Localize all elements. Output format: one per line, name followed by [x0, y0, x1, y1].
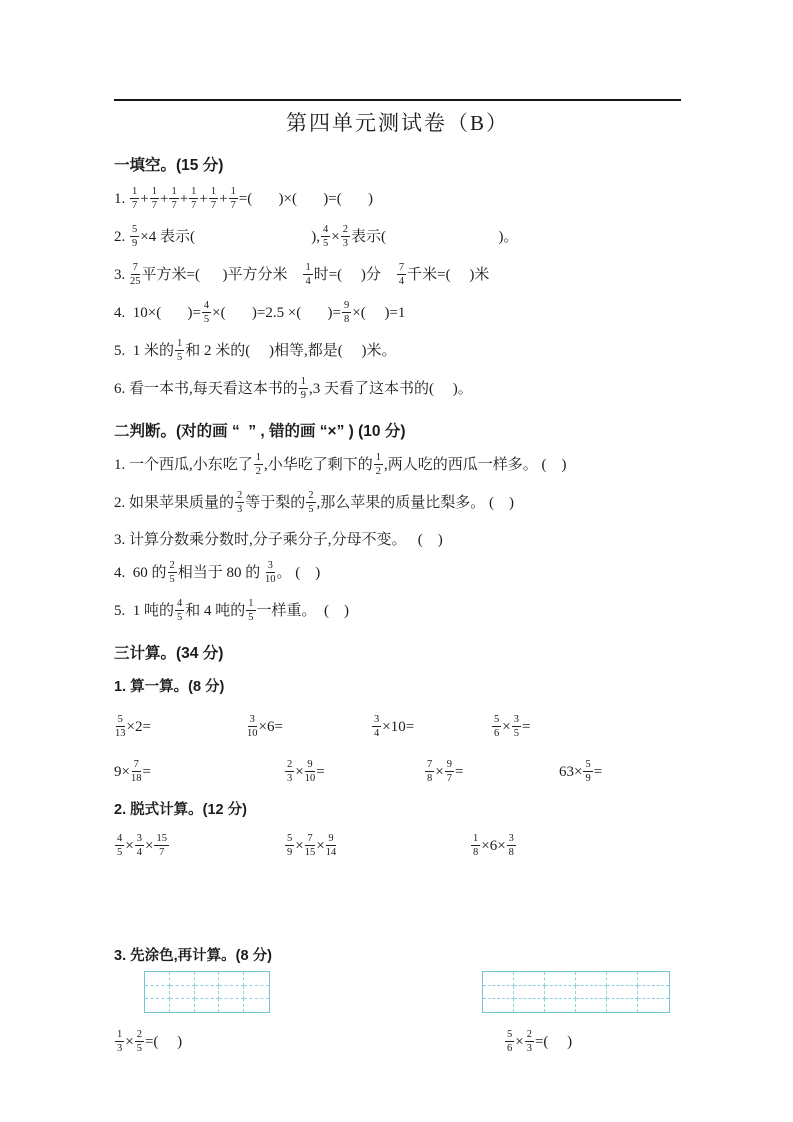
expression: [284, 833, 470, 860]
fraction-numerator: 1: [115, 1029, 124, 1042]
fill-q3: [114, 262, 681, 289]
text-run: ×: [125, 838, 134, 855]
grid-cell: [170, 972, 195, 985]
text-run: =: [521, 719, 531, 736]
fraction: [175, 338, 184, 363]
grid-cell: [545, 999, 576, 1012]
fraction-numerator: 5: [130, 224, 139, 237]
grid-cell: [170, 999, 195, 1012]
calc-sub1: [114, 675, 681, 696]
fraction-numerator: 5: [116, 714, 125, 727]
fraction-denominator: 3: [342, 238, 348, 250]
fraction: [130, 262, 141, 287]
judge-q5: [114, 598, 681, 625]
fraction: [202, 300, 211, 325]
shading-grid-right: [482, 971, 670, 1013]
fraction-numerator: 1: [246, 598, 255, 611]
fraction-denominator: 10: [265, 574, 276, 586]
grid-cell: [638, 986, 669, 999]
fraction: [341, 224, 350, 249]
fraction: [397, 262, 406, 287]
fill-q1: [114, 186, 681, 213]
fraction: [285, 759, 294, 784]
fraction-denominator: 6: [494, 728, 500, 740]
judge-q1: [114, 452, 681, 479]
text-run: ,3 天看了这本书的( )。: [309, 381, 473, 398]
fraction-denominator: 5: [248, 612, 254, 624]
fraction-denominator: 7: [151, 200, 157, 212]
fraction: [299, 376, 308, 401]
text-run: +: [159, 190, 169, 207]
text-run: +: [179, 190, 189, 207]
shade-equations: [114, 1029, 681, 1056]
text-run: ×: [502, 719, 511, 736]
fraction-denominator: 5: [177, 352, 183, 364]
grid-cell: [514, 999, 545, 1012]
fraction-denominator: 5: [117, 847, 123, 859]
fraction-numerator: 4: [321, 224, 330, 237]
text-run: ×: [295, 838, 304, 855]
fraction-numerator: 3: [512, 714, 521, 727]
section-heading-calc: [114, 641, 681, 663]
fraction-numerator: 1: [254, 452, 263, 465]
fraction-numerator: 7: [425, 759, 434, 772]
text-run: =( )×( )=( ): [238, 190, 373, 207]
text-run: )。: [498, 228, 519, 245]
text-run: 2. 脱式计算。(12 分): [114, 802, 247, 819]
fraction-denominator: 7: [132, 200, 138, 212]
text-run: 3. 计算分数乘分数时,分子乘分子,分母不变。 ( ): [114, 532, 443, 549]
section-heading-judge: [114, 419, 681, 441]
fraction: [303, 262, 312, 287]
fraction: [254, 452, 263, 477]
fill-q6: [114, 376, 681, 403]
text-run: 二判断。(对的画 “ ” , 错的画 “×” ) (10 分): [114, 423, 406, 441]
fraction-denominator: 10: [247, 728, 258, 740]
fraction-numerator: 1: [303, 262, 312, 275]
fraction-numerator: 5: [583, 759, 592, 772]
text-run: 三计算。(34 分): [114, 645, 224, 663]
text-run: ×10=: [382, 719, 415, 736]
page-title: 第四单元测试卷（B）: [285, 111, 509, 135]
fraction: [374, 452, 383, 477]
fraction: [321, 224, 330, 249]
fraction-denominator: 7: [446, 773, 452, 785]
fraction-denominator: 5: [136, 1043, 142, 1055]
text-run: [386, 229, 499, 245]
grid-cell: [145, 999, 170, 1012]
judge-q2: [114, 490, 681, 517]
text-run: 6. 看一本书,每天看这本书的: [114, 381, 298, 398]
shading-grids: [114, 971, 681, 1013]
text-run: 一填空。(15 分): [114, 157, 224, 174]
text-run: ×: [331, 228, 340, 245]
text-run: 4. 60 的: [114, 565, 167, 582]
grid-cell: [514, 972, 545, 985]
text-run: =: [593, 764, 603, 781]
fill-q2: [114, 224, 681, 251]
calc-sub2: [114, 798, 681, 819]
worksheet-body: [114, 153, 681, 1056]
expression: [559, 759, 602, 786]
text-run: 2.: [114, 228, 129, 245]
fraction-denominator: 3: [117, 1043, 123, 1055]
fraction-denominator: 9: [585, 773, 591, 785]
expression: [491, 714, 530, 741]
text-run: 2. 如果苹果质量的: [114, 495, 235, 512]
text-run: ×: [316, 838, 325, 855]
fraction: [189, 186, 198, 211]
fraction-numerator: 2: [525, 1029, 534, 1042]
text-run: =( ): [534, 1034, 573, 1051]
text-run: 。 ( ): [276, 565, 321, 582]
grid-cell: [638, 999, 669, 1012]
fraction-denominator: 14: [325, 847, 337, 859]
fraction: [492, 714, 501, 739]
grid-cell: [145, 972, 170, 985]
text-run: 和 4 吨的: [185, 603, 246, 620]
fraction: [150, 186, 159, 211]
fraction: [168, 560, 177, 585]
fraction-denominator: 13: [115, 728, 126, 740]
text-run: 63×: [559, 764, 583, 781]
fraction-numerator: 2: [135, 1029, 144, 1042]
fraction: [525, 1029, 534, 1054]
fraction: [305, 759, 316, 784]
grid-cell: [219, 999, 244, 1012]
fraction: [130, 186, 139, 211]
fraction: [372, 714, 381, 739]
grid-cell: [483, 986, 514, 999]
fraction: [130, 224, 139, 249]
grid-cell: [170, 986, 195, 999]
grid-cell: [244, 972, 269, 985]
text-run: ,那么苹果的质量比梨多。 ( ): [316, 495, 515, 512]
fraction-numerator: 1: [130, 186, 139, 199]
grid-cell: [195, 986, 220, 999]
fraction-denominator: 5: [322, 238, 329, 250]
expression: [470, 833, 517, 860]
fraction-denominator: 4: [136, 847, 142, 859]
fraction-denominator: 5: [177, 612, 183, 624]
text-run: ×: [515, 1034, 524, 1051]
text-run: ×: [295, 764, 304, 781]
fraction-numerator: 4: [175, 598, 184, 611]
fraction-numerator: 3: [266, 560, 275, 573]
fraction-numerator: 7: [132, 759, 141, 772]
fraction: [507, 833, 516, 858]
grid-cell: [145, 986, 170, 999]
fraction-denominator: 6: [507, 1043, 513, 1055]
text-run: 相当于 80 的: [177, 565, 265, 582]
text-run: +: [140, 190, 149, 207]
text-run: =: [142, 764, 151, 781]
fraction-numerator: 3: [248, 714, 257, 727]
text-run: 3. 先涂色,再计算。(8 分): [114, 948, 272, 965]
grid-cell: [219, 986, 244, 999]
grid-cell: [607, 999, 638, 1012]
fraction: [115, 714, 126, 739]
fraction-denominator: 10: [304, 773, 316, 785]
fraction-numerator: 2: [341, 224, 350, 237]
fraction-numerator: 2: [235, 490, 244, 503]
grid-cell: [607, 986, 638, 999]
fraction: [154, 833, 169, 858]
fraction-denominator: 9: [287, 847, 293, 859]
fraction-numerator: 2: [285, 759, 294, 772]
grid-cell: [244, 999, 269, 1012]
text-run: ),: [311, 228, 320, 245]
fraction-numerator: 9: [326, 833, 335, 846]
grid-cell: [607, 972, 638, 985]
fraction-denominator: 7: [210, 200, 217, 212]
fraction: [445, 759, 454, 784]
fraction-denominator: 4: [374, 728, 380, 740]
fraction-denominator: 2: [375, 466, 382, 478]
fraction: [583, 759, 592, 784]
expression: [284, 759, 424, 786]
text-run: =: [316, 764, 325, 781]
fraction-numerator: 7: [397, 262, 406, 275]
text-run: ,小华吃了剩下的: [264, 457, 373, 474]
fraction-denominator: 5: [308, 504, 314, 516]
grid-cell: [219, 972, 244, 985]
text-run: ×4 表示(: [140, 228, 195, 245]
grid-cell: [195, 999, 220, 1012]
fraction: [246, 598, 255, 623]
fraction: [265, 560, 276, 585]
text-run: 千米=( )米: [407, 267, 490, 284]
grid-cell: [545, 986, 576, 999]
fraction: [247, 714, 258, 739]
expression: [114, 833, 284, 860]
fraction: [131, 759, 142, 784]
text-run: 9×: [114, 764, 130, 781]
fraction-denominator: 3: [287, 773, 293, 785]
grid-cell: [576, 972, 607, 985]
grid-cell: [638, 972, 669, 985]
text-run: 时=( )分: [313, 267, 396, 284]
fraction-denominator: 8: [473, 847, 479, 859]
text-run: 一样重。 ( ): [256, 603, 350, 620]
fraction-denominator: 9: [300, 390, 307, 402]
fraction-numerator: 1: [229, 186, 238, 199]
expression: [114, 759, 284, 786]
fraction-denominator: 15: [304, 847, 316, 859]
text-run: 1. 算一算。(8 分): [114, 679, 225, 696]
fraction-denominator: 5: [203, 314, 210, 326]
calc-row-1: [114, 714, 681, 741]
shading-grid-left: [144, 971, 270, 1013]
fraction-numerator: 1: [374, 452, 383, 465]
judge-q3: [114, 528, 681, 549]
text-run: 5. 1 米的: [114, 343, 175, 360]
fraction-numerator: 3: [372, 714, 381, 727]
text-run: 和 2 米的( )相等,都是( )米。: [185, 343, 397, 360]
fraction-denominator: 3: [526, 1043, 532, 1055]
fraction-numerator: 15: [154, 833, 169, 846]
fraction-numerator: 1: [175, 338, 184, 351]
text-run: ×( )=2.5 ×( )=: [212, 305, 341, 322]
text-run: ×2=: [126, 719, 151, 736]
fraction-numerator: 9: [445, 759, 454, 772]
fraction-denominator: 8: [508, 847, 514, 859]
fraction-denominator: 18: [130, 773, 142, 785]
fraction: [115, 1029, 124, 1054]
fraction-denominator: 25: [130, 276, 141, 288]
fraction-denominator: 5: [169, 574, 175, 586]
fraction-numerator: 7: [305, 833, 314, 846]
fraction-denominator: 4: [305, 276, 311, 288]
fraction-numerator: 3: [507, 833, 516, 846]
text-run: 3.: [114, 267, 129, 284]
stepwise-row: [114, 833, 681, 860]
fraction: [326, 833, 337, 858]
top-rule: [114, 99, 681, 101]
text-run: =: [454, 764, 464, 781]
grid-cell: [576, 999, 607, 1012]
text-run: 4. 10×( )=: [114, 305, 201, 322]
fraction: [115, 833, 124, 858]
fraction-denominator: 7: [171, 200, 177, 212]
fraction-numerator: 1: [209, 186, 218, 199]
fraction: [471, 833, 480, 858]
expression: [371, 714, 491, 741]
fraction-numerator: 1: [150, 186, 159, 199]
fraction: [305, 833, 316, 858]
fraction: [169, 186, 178, 211]
grid-cell: [483, 999, 514, 1012]
grid-cell: [483, 972, 514, 985]
text-run: ×( )=1: [352, 305, 406, 322]
text-run: ,两人吃的西瓜一样多。 ( ): [384, 457, 567, 474]
fraction-denominator: 4: [398, 276, 405, 288]
text-run: 5. 1 吨的: [114, 603, 175, 620]
text-run: ×: [144, 838, 154, 855]
text-run: 1. 一个西瓜,小东吃了: [114, 457, 253, 474]
fraction-denominator: 7: [230, 200, 236, 212]
expression: [114, 714, 246, 741]
fraction-numerator: 4: [202, 300, 211, 313]
calc-sub3: [114, 944, 681, 965]
fraction-numerator: 4: [115, 833, 124, 846]
fraction-denominator: 7: [191, 200, 197, 212]
fraction-denominator: 7: [159, 847, 165, 859]
text-run: 表示(: [350, 228, 386, 245]
fraction-numerator: 5: [505, 1029, 514, 1042]
text-run: 平方米=( )平方分米: [141, 267, 303, 284]
fraction-denominator: 9: [132, 238, 138, 250]
fraction: [235, 490, 244, 515]
text-run: ×6=: [258, 719, 283, 736]
fraction-denominator: 3: [237, 504, 243, 516]
fraction: [229, 186, 238, 211]
text-run: 等于梨的: [245, 495, 306, 512]
text-run: +: [199, 190, 208, 207]
fraction: [342, 300, 351, 325]
text-run: ×: [125, 1034, 134, 1051]
fraction: [175, 598, 184, 623]
fraction-denominator: 8: [344, 314, 350, 326]
fraction-numerator: 7: [131, 262, 140, 275]
text-run: ×: [435, 764, 444, 781]
expression: [504, 1029, 572, 1056]
expression: [114, 1029, 504, 1056]
fraction-numerator: 2: [306, 490, 315, 503]
fraction: [135, 833, 144, 858]
judge-q4: [114, 560, 681, 587]
grid-cell: [545, 972, 576, 985]
fraction-numerator: 9: [342, 300, 351, 313]
fraction: [285, 833, 294, 858]
fraction-denominator: 5: [513, 728, 519, 740]
fraction-numerator: 9: [305, 759, 314, 772]
grid-cell: [195, 972, 220, 985]
text-run: =( ): [144, 1034, 183, 1051]
fraction-numerator: 5: [492, 714, 501, 727]
fraction-numerator: 1: [169, 186, 178, 199]
fraction-numerator: 1: [299, 376, 308, 389]
fraction-numerator: 1: [471, 833, 480, 846]
grid-cell: [244, 986, 269, 999]
grid-cell: [514, 986, 545, 999]
fraction-numerator: 2: [168, 560, 177, 573]
fraction: [505, 1029, 514, 1054]
grid-cell: [576, 986, 607, 999]
fraction: [512, 714, 521, 739]
calc-row-2: [114, 759, 681, 786]
fill-q5: [114, 338, 681, 365]
fraction-denominator: 8: [427, 773, 433, 785]
text-run: [195, 229, 311, 245]
text-run: ×6×: [481, 838, 506, 855]
fraction-numerator: 3: [135, 833, 144, 846]
fraction: [135, 1029, 144, 1054]
text-run: +: [219, 190, 228, 207]
fraction: [306, 490, 315, 515]
expression: [246, 714, 371, 741]
text-run: 1.: [114, 190, 129, 207]
fraction-numerator: 1: [189, 186, 198, 199]
expression: [424, 759, 559, 786]
fraction: [209, 186, 218, 211]
fraction-denominator: 2: [255, 466, 262, 478]
section-heading-fill: [114, 153, 681, 175]
fill-q4: [114, 300, 681, 327]
fraction-numerator: 5: [285, 833, 294, 846]
fraction: [425, 759, 434, 784]
